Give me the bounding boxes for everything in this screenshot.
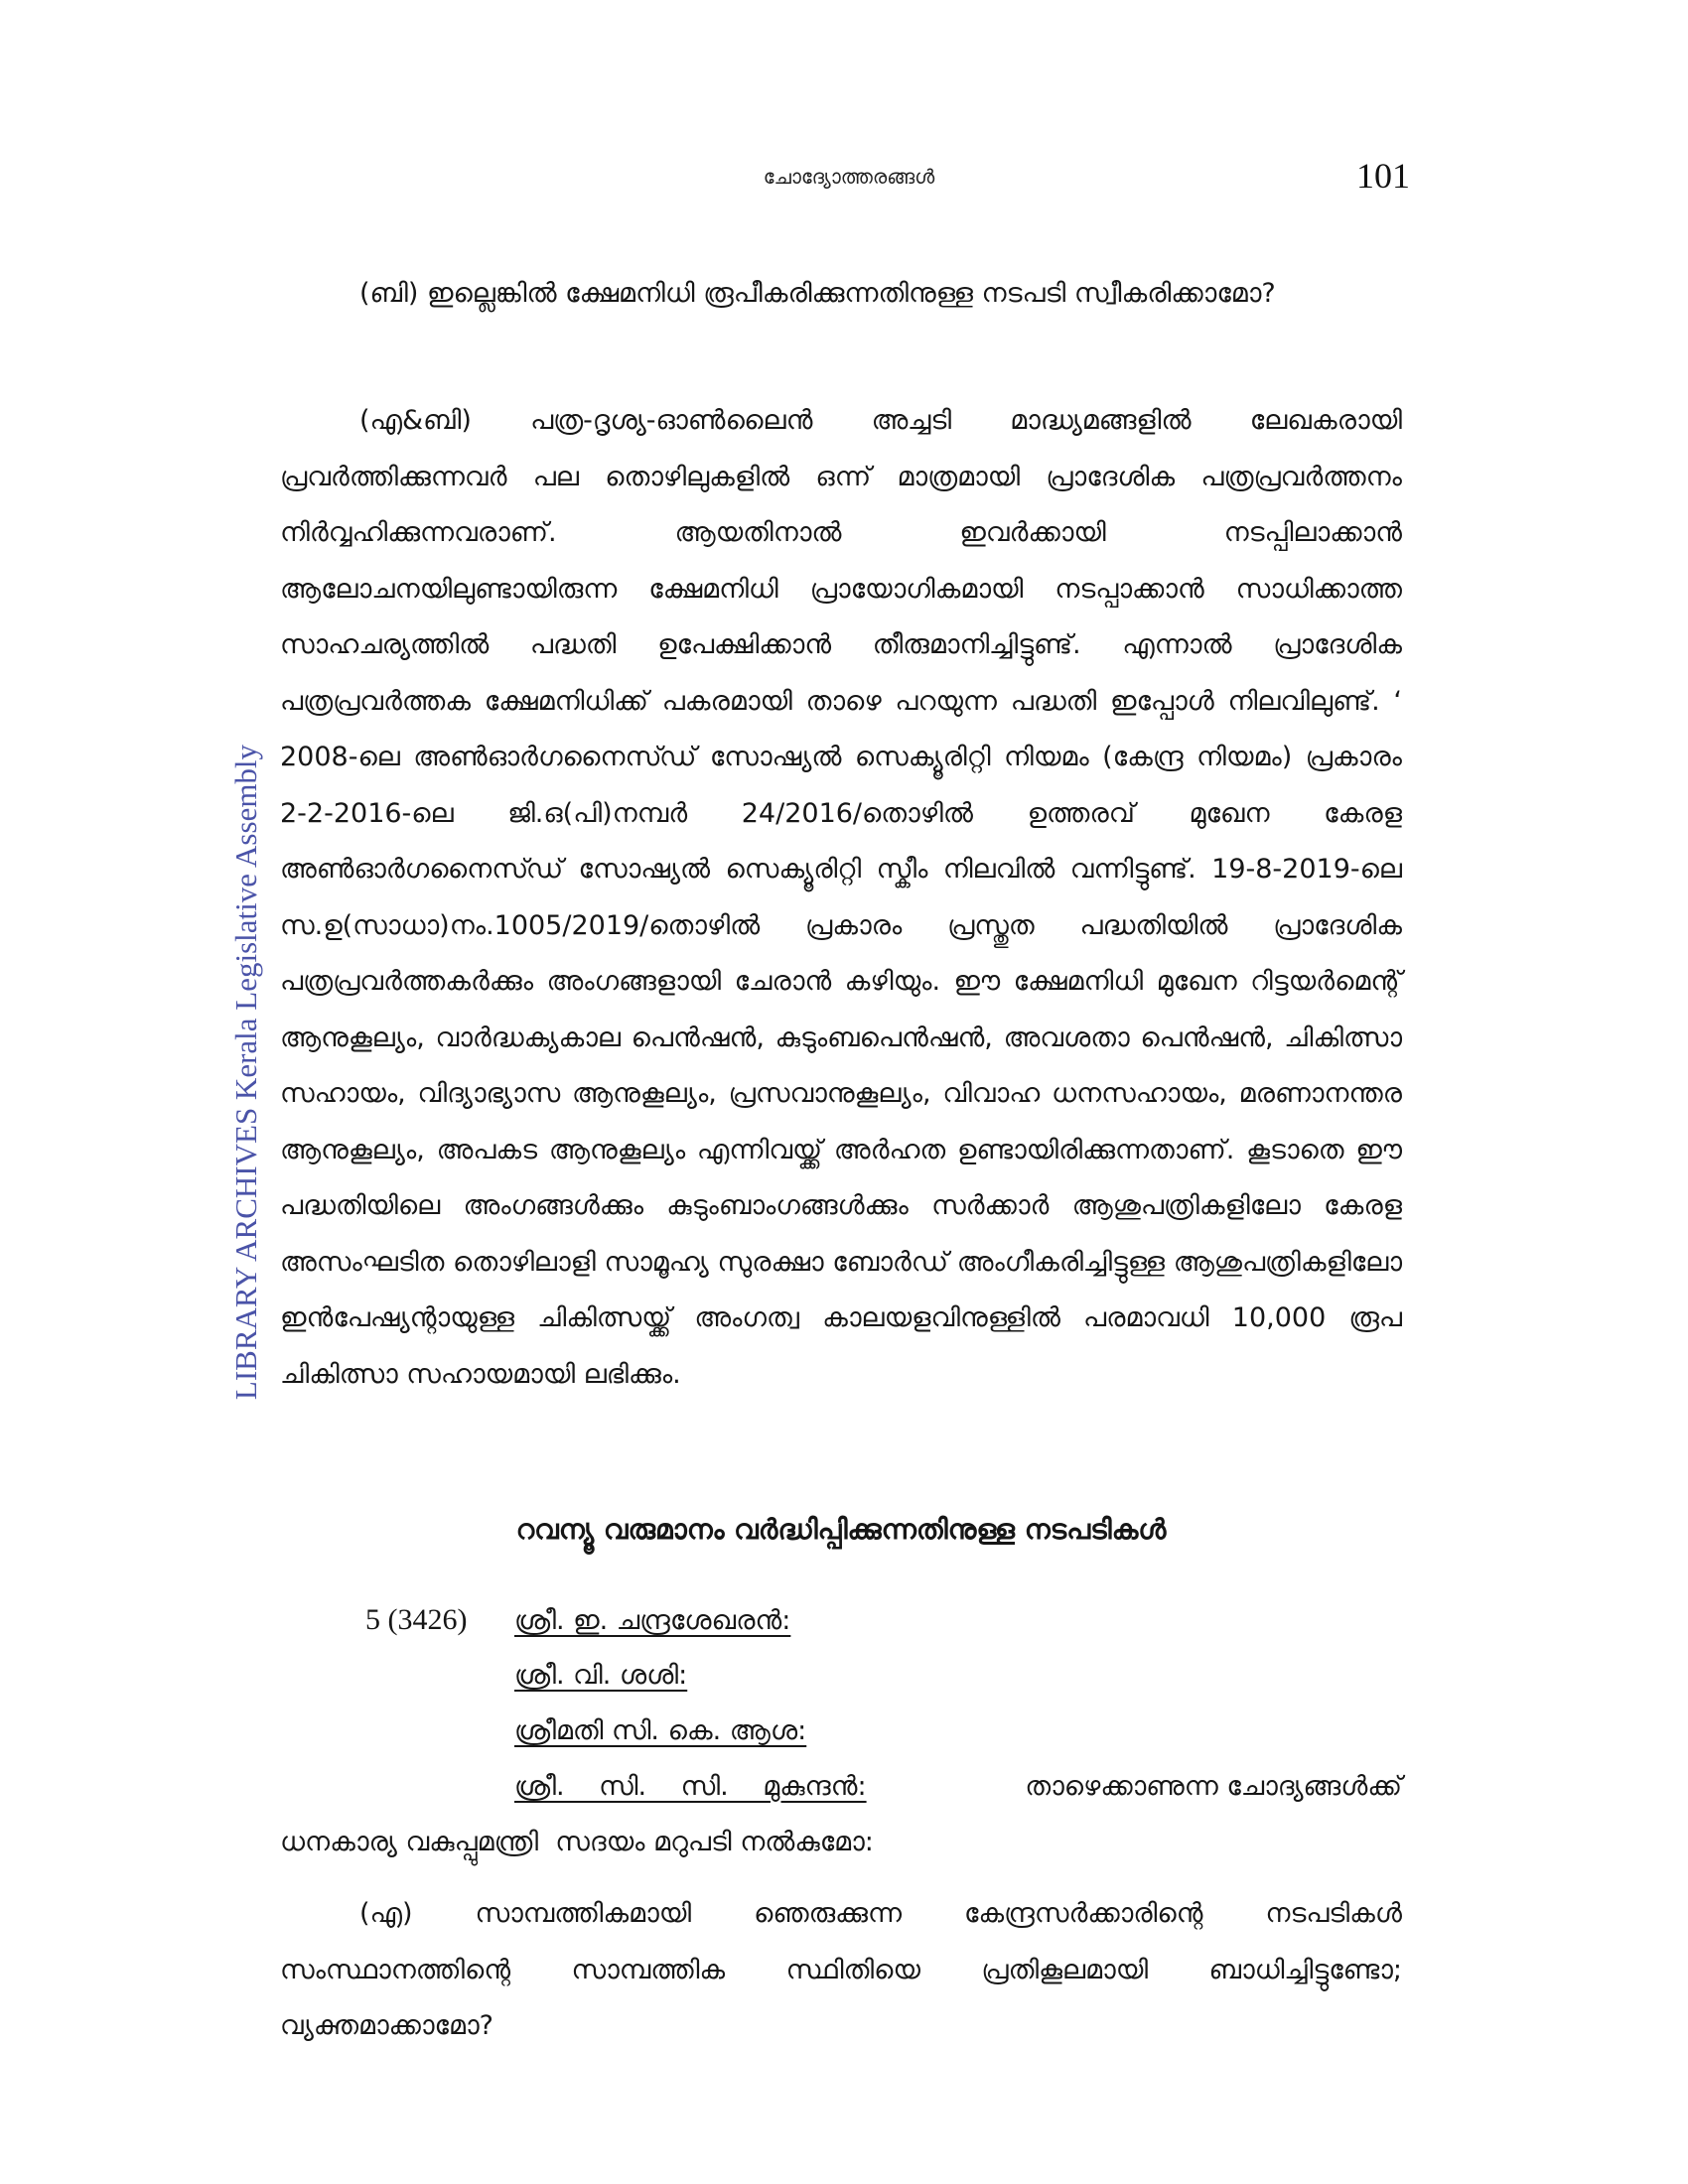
answer-block xyxy=(280,266,1402,323)
section-heading: റവന്യൂ വരുമാനം വർദ്ധിപ്പിക്കുന്നതിനുള്ള നടപടികൾ xyxy=(515,1513,1167,1546)
question-addressee: ധനകാര്യ വകുപ്പുമന്ത്രി സദയം മറുപടി നൽകുമോ: xyxy=(280,1827,874,1857)
question-prompt xyxy=(280,1759,1402,1870)
question-number: 5 (3426) xyxy=(365,1603,468,1636)
library-watermark: LIBRARY ARCHIVES Kerala Legislative Assembly xyxy=(228,744,263,1401)
answer-paragraph-ab: (എ&ബി) പത്ര-ദൃശ്യ-ഓൺലൈൻ അച്ചടി മാദ്ധ്യമങ്ങളിൽ ലേഖകരായി പ്രവർത്തിക്കുന്നവർ പല തൊഴിലുകളിൽ ഒന്ന് മാത്രമായി പ്രാദേശിക പത്രപ്രവർത്തനം നിർവ്വഹിക്കുന്നവരാണ്. ആയതിനാൽ ഇവർക്കായി നടപ്പിലാക്കാൻ ആലോചനയിലുണ്ടായിരുന്ന ക്ഷേമനിധി പ്രായോഗികമായി നടപ്പാക്കാൻ സാധിക്കാത്ത സാഹചര്യത്തിൽ പദ്ധതി ഉപേക്ഷിക്കാൻ തീരുമാനിച്ചിട്ടുണ്ട്. എന്നാൽ പ്രാദേശിക പത്രപ്രവർത്തക ക്ഷേമനിധിക്ക് പകരമായി താഴെ പറയുന്ന പദ്ധതി ഇപ്പോൾ നിലവിലുണ്ട്. ‘ 2008-ലെ അൺഓർഗനൈസ്ഡ് സോഷ്യൽ സെക്യൂരിറ്റി നിയമം (കേന്ദ്ര നിയമം) പ്രകാരം 2-2-2016-ലെ ജി.ഒ(പി)നമ്പർ 24/2016/തൊഴിൽ ഉത്തരവ് മുഖേന കേരള അൺഓർഗനൈസ്ഡ് സോഷ്യൽ സെക്യൂരിറ്റി സ്കീം നിലവിൽ വന്നിട്ടുണ്ട്. 19-8-2019-ലെ സ.ഉ(സാധാ)നം.1005/2019/തൊഴിൽ പ്രകാരം പ്രസ്തുത പദ്ധതിയിൽ പ്രാദേശിക പത്രപ്രവർത്തകർക്കും അംഗങ്ങളായി ചേരാൻ കഴിയും. ഈ ക്ഷേമനിധി മുഖേന റിട്ടയർമെന്റ് ആനുകൂല്യം, വാർദ്ധക്യകാല പെൻഷൻ, കുടുംബപെൻഷൻ, അവശതാ പെൻഷൻ, ചികിത്സാ സഹായം, വിദ്യാഭ്യാസ ആനുകൂല്യം, പ്രസവാനുകൂല്യം, വിവാഹ ധനസഹായം, മരണാനന്തര ആനുകൂല്യം, അപകട ആനുകൂല്യം എന്നിവയ്ക്ക് അർഹത ഉണ്ടായിരിക്കുന്നതാണ്. കൂടാതെ ഈ പദ്ധതിയിലെ അംഗങ്ങൾക്കും കുടുംബാംഗങ്ങൾക്കും സർക്കാർ ആശുപത്രികളിലോ കേരള അസംഘടിത തൊഴിലാളി സാമൂഹ്യ സുരക്ഷാ ബോർഡ് അംഗീകരിച്ചിട്ടുള്ള ആശുപത്രികളിലോ ഇൻപേഷ്യന്റായുള്ള ചികിത്സയ്ക്ക് അംഗത്വ കാലയളവിനുള്ളിൽ പരമാവധി 10,000 രൂപ ചികിത്സാ സഹായമായി ലഭിക്കും. xyxy=(280,405,1402,1390)
sub-question-a: (എ) സാമ്പത്തികമായി ഞെരുക്കുന്ന കേന്ദ്രസർക്കാരിന്റെ നടപടികൾ സംസ്ഥാനത്തിന്റെ സാമ്പത്തിക സ്ഥിതിയെ പ്രതികൂലമായി ബാധിച്ചിട്ടുണ്ടോ; വ്യക്തമാക്കാമോ? xyxy=(280,1898,1402,2041)
running-title: ചോദ്യോത്തരങ്ങൾ xyxy=(763,165,935,189)
member-name: ശ്രീ. സി. സി. മുകുന്ദൻ: xyxy=(514,1771,867,1802)
answer-paragraph-b: (ബി) ഇല്ലെങ്കിൽ ക്ഷേമനിധി രൂപീകരിക്കുന്നതിനുള്ള നടപടി സ്വീകരിക്കാമോ? xyxy=(359,278,1276,309)
question-members xyxy=(365,1592,806,1759)
page-number: 101 xyxy=(1356,156,1410,196)
member-name: ശ്രീ. വി. ശശി: xyxy=(514,1660,688,1691)
member-name: ശ്രീ. ഇ. ചന്ദ്രശേഖരൻ: xyxy=(514,1605,791,1636)
question-prompt-tail: താഴെക്കാണുന്ന ചോദ്യങ്ങൾക്ക് xyxy=(1025,1771,1402,1802)
answer-block-ab xyxy=(280,393,1402,1403)
member-name: ശ്രീമതി സി. കെ. ആശ: xyxy=(514,1715,807,1746)
sub-question-block xyxy=(280,1886,1402,2055)
